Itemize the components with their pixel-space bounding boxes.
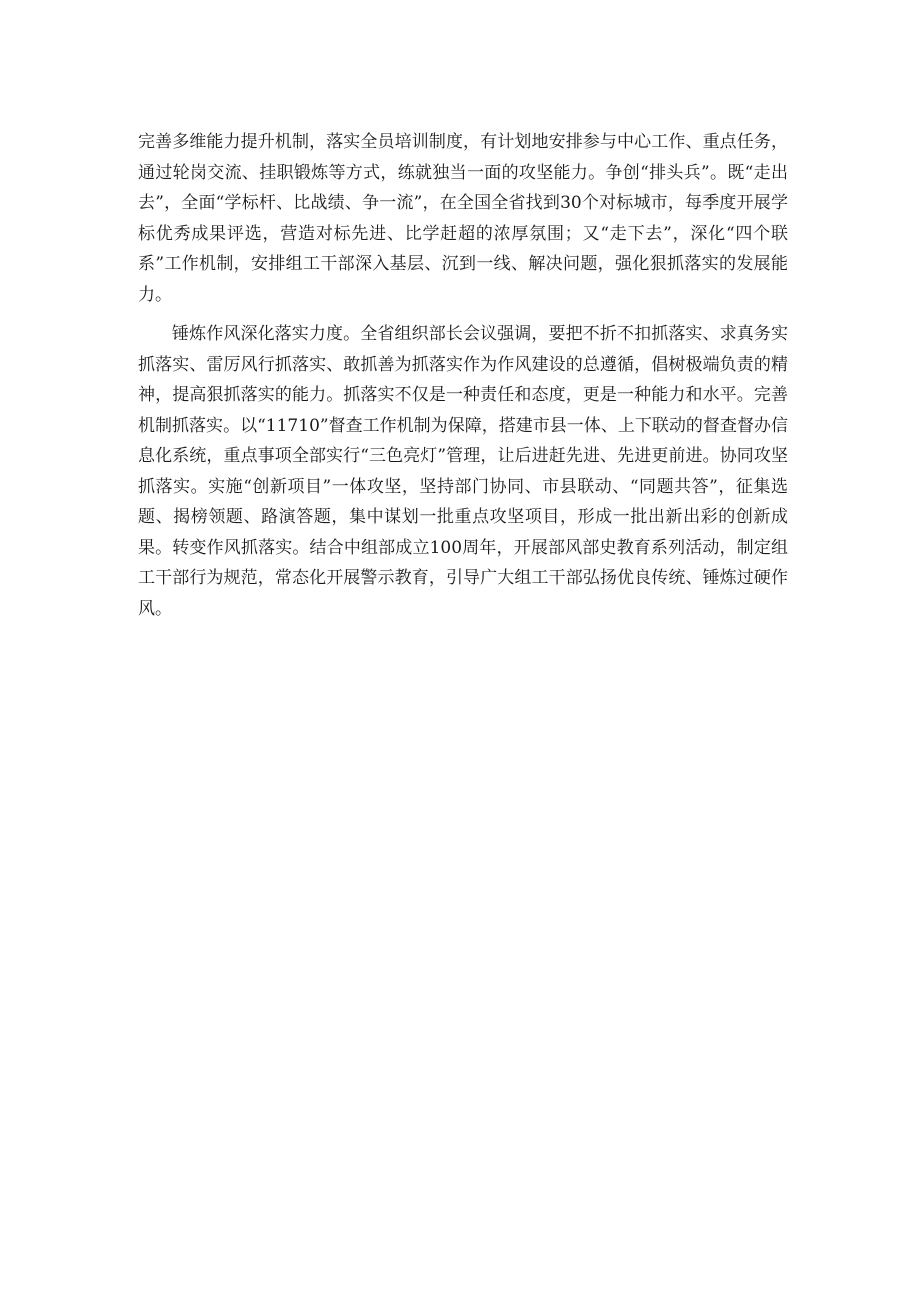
document-body [138, 127, 788, 633]
paragraph-2: 锤炼作风深化落实力度。全省组织部长会议强调，要把不折不扣抓落实、求真务实抓落实、雷厉风行抓落实、敢抓善为抓落实作为作风建设的总遵循，倡树极端负责的精神，提高狠抓落实的能力。抓落实不仅是一种责任和态度，更是一种能力和水平。完善机制抓落实。以“11710”督查工作机制为保障，搭建市县一体、上下联动的督查督办信息化系统，重点事项全部实行“三色亮灯”管理，让后进赶先进、先进更前进。协同攻坚抓落实。实施“创新项目”一体攻坚，坚持部门协同、市县联动、“同题共答”，征集选题、揭榜领题、路演答题，集中谋划一批重点攻坚项目，形成一批出新出彩的创新成果。转变作风抓落实。结合中组部成立100周年，开展部风部史教育系列活动，制定组工干部行为规范，常态化开展警示教育，引导广大组工干部弘扬优良传统、锤炼过硬作风。 [138, 324, 788, 619]
paragraph-1: 完善多维能力提升机制，落实全员培训制度，有计划地安排参与中心工作、重点任务，通过轮岗交流、挂职锻炼等方式，练就独当一面的攻坚能力。争创“排头兵”。既“走出去”，全面“学标杆、比战绩、争一流”，在全国全省找到30个对标城市，每季度开展学标优秀成果评选，营造对标先进、比学赶超的浓厚氛围；又“走下去”，深化“四个联系”工作机制，安排组工干部深入基层、沉到一线、解决问题，强化狠抓落实的发展能力。 [138, 132, 788, 305]
